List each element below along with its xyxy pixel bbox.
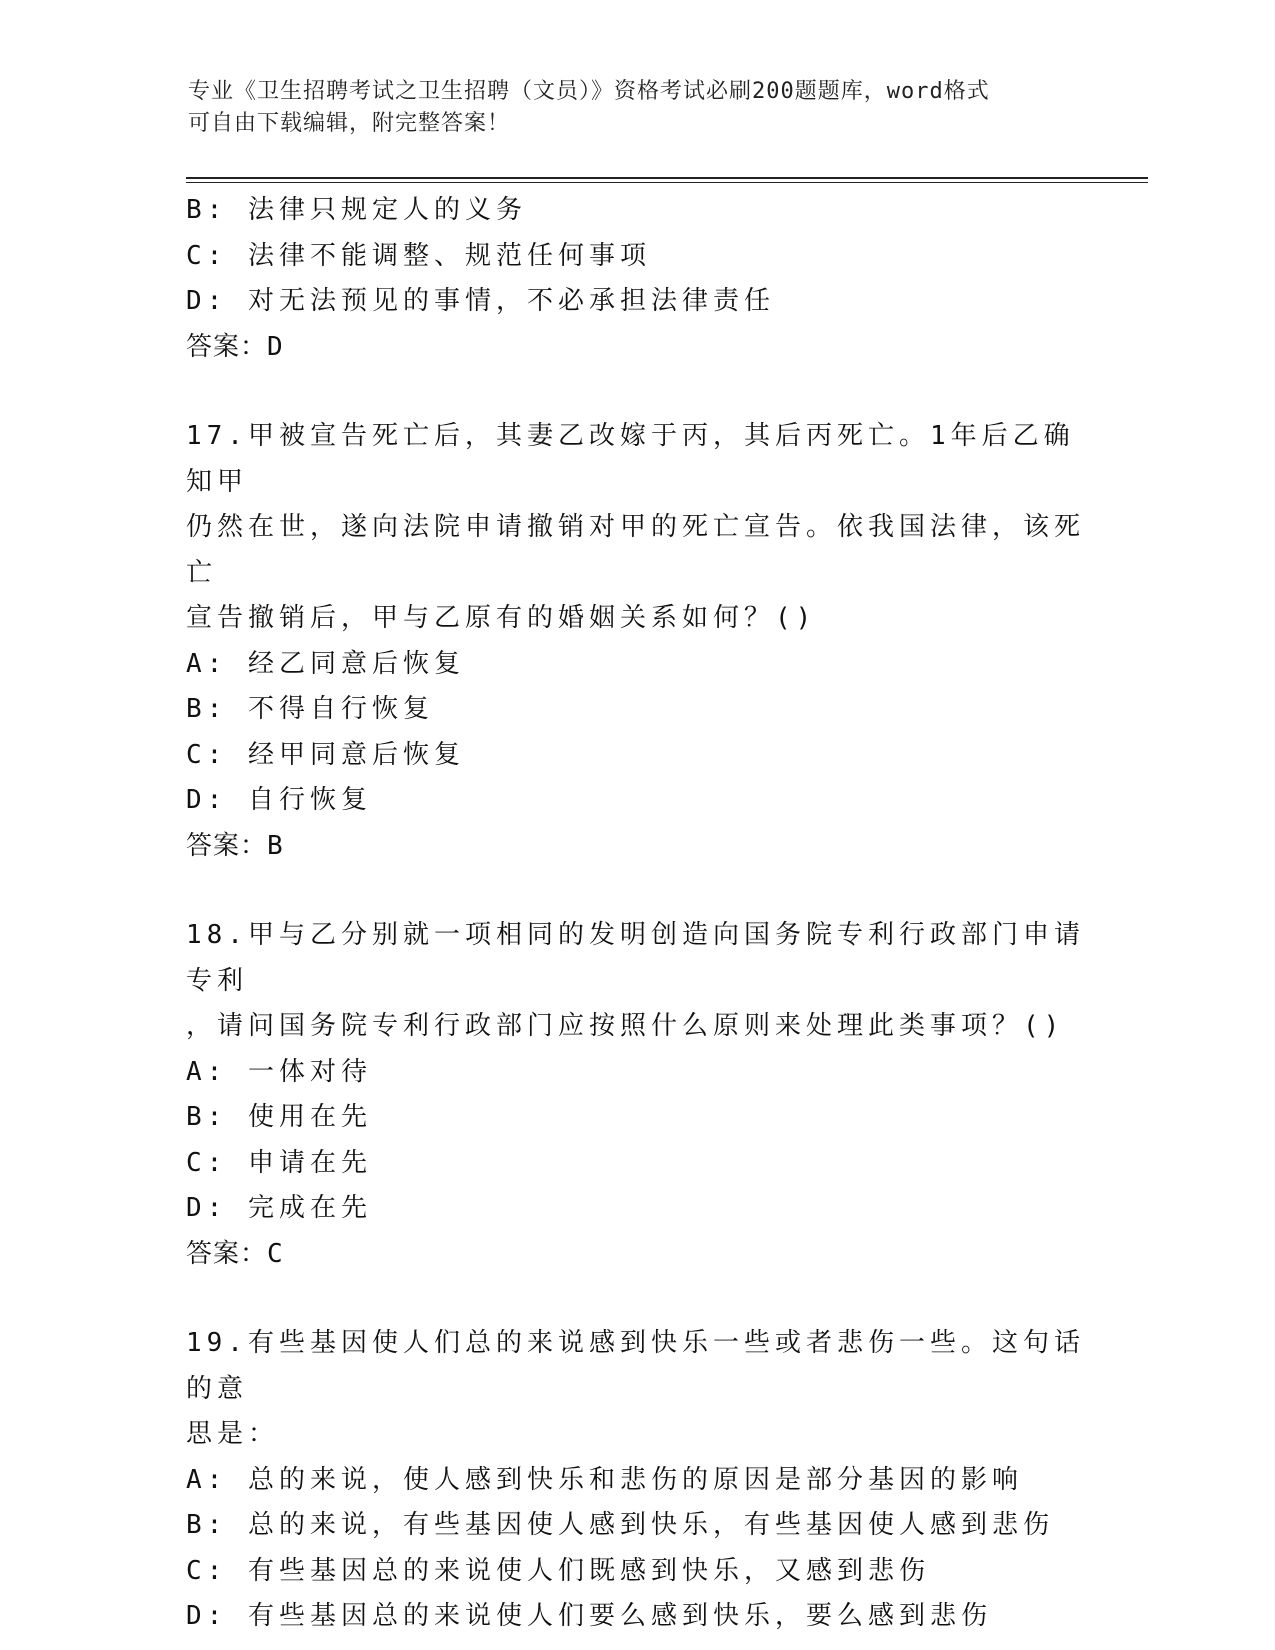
question-18 (186, 913, 1086, 1277)
answer-text: 答案：C (186, 1238, 284, 1269)
question-stem-line: 仍然在世，遂向法院申请撤销对甲的死亡宣告。依我国法律，该死亡 (186, 512, 1086, 588)
header-divider-thin (186, 182, 1148, 183)
question-stem-line: 19.有些基因使人们总的来说感到快乐一些或者悲伤一些。这句话的意 (186, 1328, 1085, 1404)
option-c: C: 经甲同意后恢复 (186, 739, 465, 770)
question-19 (186, 1321, 1086, 1640)
question-17 (186, 414, 1086, 869)
answer-text: 答案：B (186, 830, 284, 861)
option-c: C: 申请在先 (186, 1147, 372, 1178)
header-line-2: 可自由下载编辑，附完整答案！ (188, 111, 511, 136)
option-c: C: 有些基因总的来说使人们既感到快乐，又感到悲伤 (186, 1555, 930, 1586)
page-header (188, 76, 1088, 140)
question-stem-line: 思是： (186, 1419, 280, 1449)
option-c: C: 法律不能调整、规范任何事项 (186, 240, 651, 271)
header-line-1: 专业《卫生招聘考试之卫生招聘（文员）》资格考试必刷200题题库，word格式 (188, 79, 990, 104)
option-a: A: 总的来说，使人感到快乐和悲伤的原因是部分基因的影响 (186, 1464, 1023, 1495)
option-d: D: 完成在先 (186, 1193, 372, 1223)
option-d: D: 自行恢复 (186, 785, 372, 815)
header-divider-thick (186, 177, 1148, 179)
question-stem-line: 18.甲与乙分别就一项相同的发明创造向国务院专利行政部门申请专利 (186, 920, 1085, 996)
option-b: B: 法律只规定人的义务 (186, 195, 527, 225)
question-stem-line: 17.甲被宣告死亡后，其妻乙改嫁于丙，其后丙死亡。1年后乙确知甲 (186, 421, 1075, 497)
option-b: B: 不得自行恢复 (186, 694, 434, 724)
option-a: A: 一体对待 (186, 1056, 372, 1087)
previous-question-tail (186, 188, 1086, 370)
option-d: D: 有些基因总的来说使人们要么感到快乐，要么感到悲伤 (186, 1601, 992, 1631)
option-b: B: 使用在先 (186, 1102, 372, 1132)
answer-text: 答案：D (186, 331, 284, 362)
page-content (186, 188, 1086, 1640)
option-b: B: 总的来说，有些基因使人感到快乐，有些基因使人感到悲伤 (186, 1510, 1054, 1540)
option-a: A: 经乙同意后恢复 (186, 648, 465, 679)
question-stem-line: ，请问国务院专利行政部门应按照什么原则来处理此类事项？() (186, 1011, 1065, 1041)
option-d: D: 对无法预见的事情，不必承担法律责任 (186, 286, 775, 316)
question-stem-line: 宣告撤销后，甲与乙原有的婚姻关系如何？() (186, 603, 817, 633)
